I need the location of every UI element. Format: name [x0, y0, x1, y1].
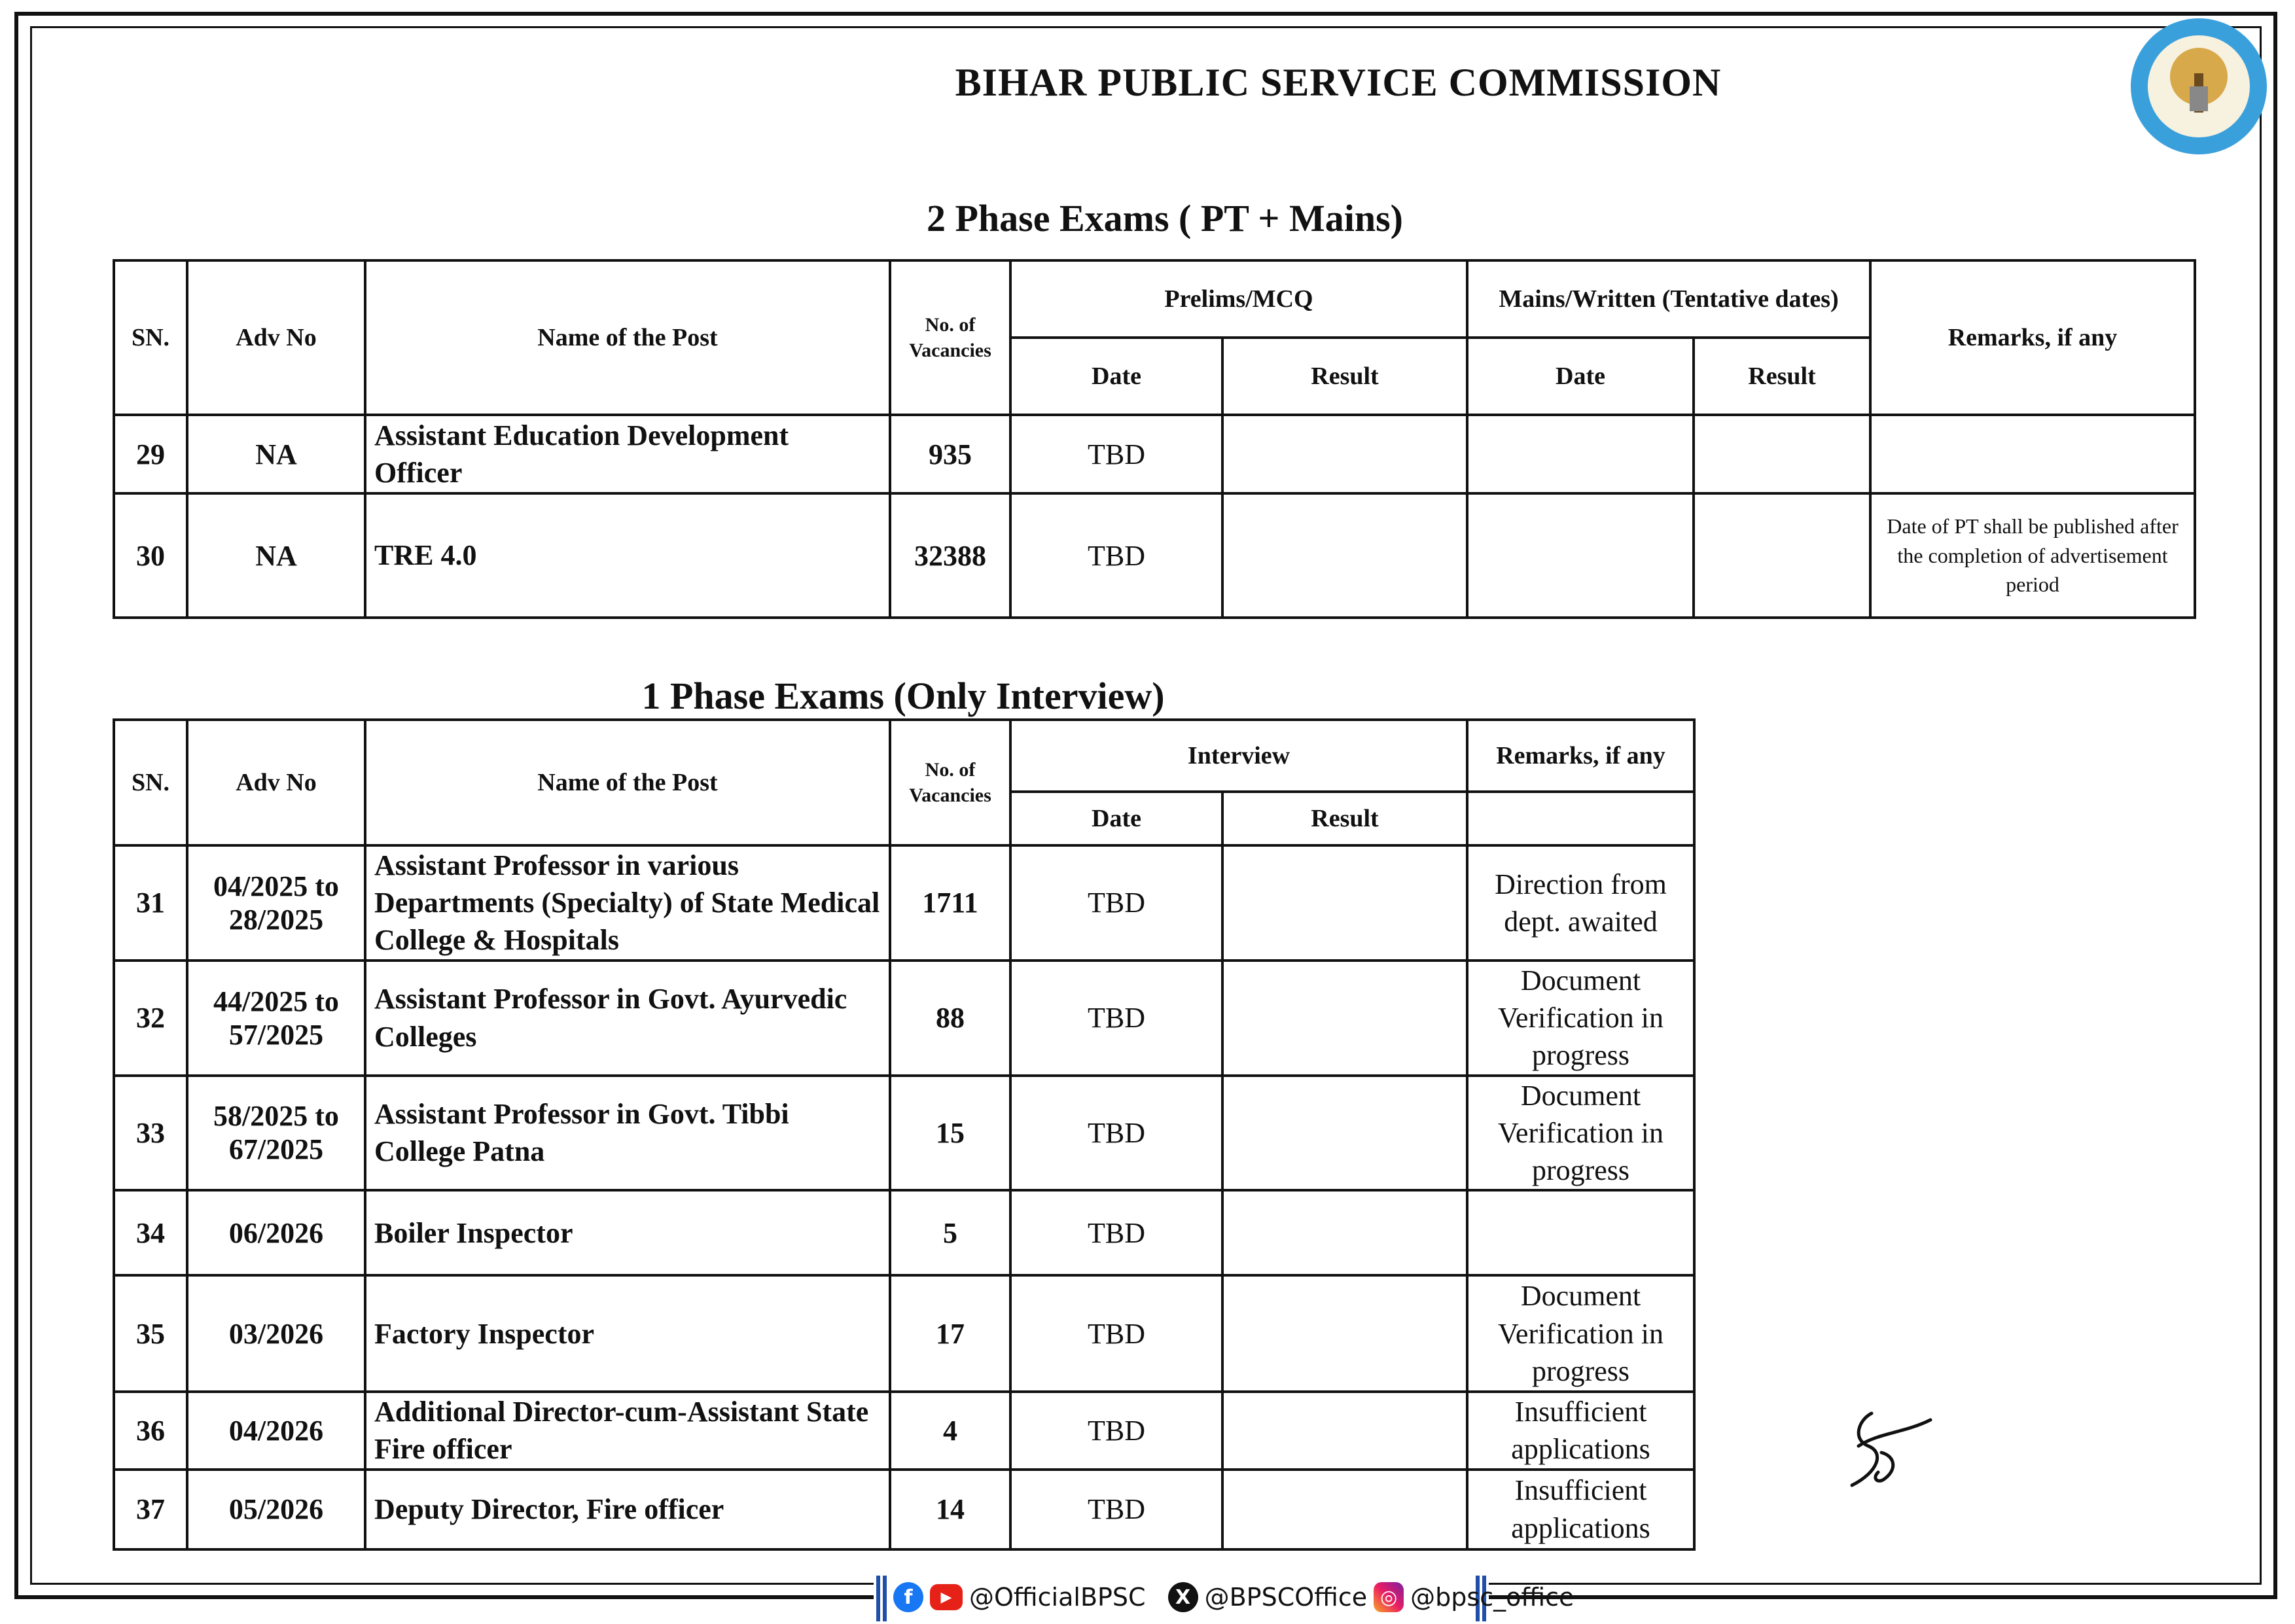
two-phase-table	[113, 259, 2196, 619]
table-row	[114, 1275, 1694, 1392]
cell-remarks	[1870, 415, 2195, 493]
cell-interview-date: TBD	[1010, 961, 1222, 1076]
header-interview: Interview	[1010, 720, 1467, 792]
header-post-name: Name of the Post	[365, 720, 890, 845]
cell-sn: 35	[114, 1275, 187, 1392]
cell-vacancies: 4	[890, 1392, 1010, 1469]
cell-mains-date	[1467, 415, 1694, 493]
cell-mains-result	[1694, 415, 1870, 493]
cell-vacancies: 5	[890, 1190, 1010, 1275]
cell-post: Factory Inspector	[365, 1275, 890, 1392]
footer-bar-left	[876, 1576, 880, 1621]
table-row	[114, 493, 2195, 618]
table-row	[114, 961, 1694, 1076]
cell-vacancies: 15	[890, 1076, 1010, 1191]
signature-icon	[1832, 1407, 1944, 1492]
header-post-name: Name of the Post	[365, 260, 890, 415]
table-row	[114, 1470, 1694, 1549]
cell-post: Assistant Professor in Govt. Tibbi College Patna	[365, 1076, 890, 1191]
cell-interview-result	[1222, 1190, 1467, 1275]
cell-adv-no: 58/2025 to 67/2025	[187, 1076, 365, 1191]
cell-prelims-date: TBD	[1010, 493, 1222, 618]
cell-sn: 37	[114, 1470, 187, 1549]
cell-post: Additional Director-cum-Assistant State Fire officer	[365, 1392, 890, 1469]
cell-remarks	[1467, 1190, 1694, 1275]
cell-remarks: Insufficient applications	[1467, 1470, 1694, 1549]
cell-adv-no: 03/2026	[187, 1275, 365, 1392]
cell-sn: 29	[114, 415, 187, 493]
one-phase-title: 1 Phase Exams (Only Interview)	[641, 675, 1165, 717]
cell-interview-date: TBD	[1010, 845, 1222, 961]
cell-sn: 33	[114, 1076, 187, 1191]
cell-interview-result	[1222, 845, 1467, 961]
cell-interview-date: TBD	[1010, 1275, 1222, 1392]
header-adv-no: Adv No	[187, 720, 365, 845]
table-row	[114, 415, 2195, 493]
cell-adv-no: 05/2026	[187, 1470, 365, 1549]
cell-interview-date: TBD	[1010, 1392, 1222, 1469]
header-mains-result: Result	[1694, 338, 1870, 415]
cell-interview-date: TBD	[1010, 1076, 1222, 1191]
cell-remarks: Document Verification in progress	[1467, 1076, 1694, 1191]
cell-sn: 30	[114, 493, 187, 618]
facebook-icon[interactable]: f	[893, 1582, 923, 1612]
cell-sn: 36	[114, 1392, 187, 1469]
cell-remarks: Document Verification in progress	[1467, 1275, 1694, 1392]
cell-sn: 32	[114, 961, 187, 1076]
header-remarks: Remarks, if any	[1467, 720, 1694, 792]
cell-interview-date: TBD	[1010, 1190, 1222, 1275]
instagram-handle[interactable]: @bpsc_office	[1410, 1583, 1574, 1612]
cell-vacancies: 17	[890, 1275, 1010, 1392]
cell-post: Deputy Director, Fire officer	[365, 1470, 890, 1549]
cell-interview-result	[1222, 1392, 1467, 1469]
header-prelims-result: Result	[1222, 338, 1467, 415]
cell-adv-no: 06/2026	[187, 1190, 365, 1275]
cell-vacancies: 32388	[890, 493, 1010, 618]
x-icon[interactable]: X	[1168, 1582, 1198, 1612]
two-phase-title: 2 Phase Exams ( PT + Mains)	[926, 197, 1403, 239]
cell-prelims-result	[1222, 493, 1467, 618]
twitter-handle[interactable]: @BPSCOffice	[1204, 1583, 1368, 1612]
header-adv-no: Adv No	[187, 260, 365, 415]
cell-mains-date	[1467, 493, 1694, 618]
cell-vacancies: 14	[890, 1470, 1010, 1549]
cell-adv-no: 44/2025 to 57/2025	[187, 961, 365, 1076]
table-row	[114, 1076, 1694, 1191]
cell-sn: 34	[114, 1190, 187, 1275]
cell-vacancies: 88	[890, 961, 1010, 1076]
cell-interview-result	[1222, 1275, 1467, 1392]
cell-remarks: Insufficient applications	[1467, 1392, 1694, 1469]
cell-prelims-date: TBD	[1010, 415, 1222, 493]
cell-mains-result	[1694, 493, 1870, 618]
header-vacancies: No. of Vacancies	[890, 720, 1010, 845]
cell-post: Assistant Education Development Officer	[365, 415, 890, 493]
header-mains: Mains/Written (Tentative dates)	[1467, 260, 1870, 338]
cell-vacancies: 1711	[890, 845, 1010, 961]
table-row	[114, 1190, 1694, 1275]
cell-remarks: Direction from dept. awaited	[1467, 845, 1694, 961]
official-handle[interactable]: @OfficialBPSC	[969, 1583, 1146, 1612]
cell-interview-result	[1222, 961, 1467, 1076]
cell-post: Assistant Professor in Govt. Ayurvedic Colleges	[365, 961, 890, 1076]
one-phase-table	[113, 718, 1696, 1551]
social-footer	[874, 1574, 1574, 1624]
cell-post: Boiler Inspector	[365, 1190, 890, 1275]
cell-adv-no: 04/2026	[187, 1392, 365, 1469]
header-interview-date: Date	[1010, 792, 1222, 845]
cell-remarks: Document Verification in progress	[1467, 961, 1694, 1076]
cell-post: TRE 4.0	[365, 493, 890, 618]
header-prelims: Prelims/MCQ	[1010, 260, 1467, 338]
header-sn: SN.	[114, 260, 187, 415]
cell-interview-result	[1222, 1076, 1467, 1191]
cell-adv-no: NA	[187, 415, 365, 493]
page-title: BIHAR PUBLIC SERVICE COMMISSION	[955, 61, 1722, 104]
cell-sn: 31	[114, 845, 187, 961]
cell-remarks: Date of PT shall be published after the completion of advertisement period	[1870, 493, 2195, 618]
cell-interview-result	[1222, 1470, 1467, 1549]
cell-interview-date: TBD	[1010, 1470, 1222, 1549]
header-mains-date: Date	[1467, 338, 1694, 415]
table-row	[114, 1392, 1694, 1469]
cell-post: Assistant Professor in various Departments (Specialty) of State Medical College & Hospitals	[365, 845, 890, 961]
header-vacancies: No. of Vacancies	[890, 260, 1010, 415]
youtube-icon[interactable]: ▶	[930, 1584, 963, 1610]
cell-vacancies: 935	[890, 415, 1010, 493]
header-prelims-date: Date	[1010, 338, 1222, 415]
cell-adv-no: NA	[187, 493, 365, 618]
instagram-icon[interactable]: ◎	[1374, 1582, 1404, 1612]
footer-bar-left-inner	[883, 1576, 887, 1621]
cell-adv-no: 04/2025 to 28/2025	[187, 845, 365, 961]
header-interview-result: Result	[1222, 792, 1467, 845]
bpsc-seal-icon	[2127, 14, 2271, 158]
header-sn: SN.	[114, 720, 187, 845]
table-row	[114, 845, 1694, 961]
cell-prelims-result	[1222, 415, 1467, 493]
header-remarks-blank	[1467, 792, 1694, 845]
header-remarks: Remarks, if any	[1870, 260, 2195, 415]
